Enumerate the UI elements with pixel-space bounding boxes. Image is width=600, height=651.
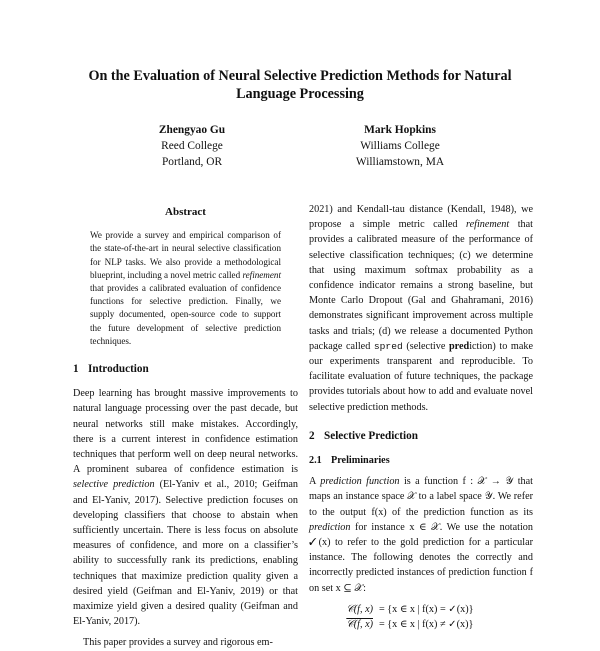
author-location: Williamstown, MA [355, 156, 445, 168]
author-location: Portland, OR [161, 156, 223, 168]
section-heading-introduction: 1 Introduction [73, 363, 149, 376]
equation-incorrect: 𝒞(f, x) = {x ∈ x | f(x) ≠ ✓(x)} [346, 618, 474, 630]
intro-paragraph-2: This paper provides a survey and rigorous em- [83, 637, 273, 649]
equation-block [309, 602, 533, 632]
equation-correct: 𝒞(f, x) = {x ∈ x | f(x) = ✓(x)} [346, 603, 474, 615]
package-name: spred [373, 340, 403, 352]
section-heading-selective-prediction: 2 Selective Prediction [309, 429, 418, 442]
subsection-heading-preliminaries: 2.1 Preliminaries [309, 455, 390, 467]
author-name: Mark Hopkins [364, 124, 436, 136]
author-block-1 [92, 122, 292, 170]
intro-paragraph: Deep learning has brought massive improvements to natural language processing over the past decade, but neural networks still make mistakes. Accordingly, there is a current interest in confidence estimation techniques that perform well on deep neural networks. A prominent subarea of confidence estimation is selective prediction (El-Yaniv et al., 2010; Geifman and El-Yaniv, 2017). Selective prediction focuses on developing classifiers that choose to abstain when sufficiently uncertain. There is less focus on absolute measures of confidence, and more on a classifier’s ability to successfully rank its predictions, enabling techniques that maximize prediction quality given a desired yield (Geifman and El-Yaniv, 2019) or that maximize yield given a desired quality (Geifman and El-Yaniv, 2017). [73, 388, 299, 628]
author-block-2 [300, 122, 500, 170]
left-column [73, 202, 298, 651]
author-name: Zhengyao Gu [158, 124, 226, 136]
preliminaries-paragraph: A prediction function is a function f : 𝒳 → 𝒴 that maps an instance space 𝒳 to a label space 𝒴. We refer to the output f(x) of the prediction function as its prediction for instance x ∈ 𝒳. We use the notation ✓(x) to refer to the gold prediction for a particular instance. The following denotes the correctly and incorrectly predicted instances of prediction function f on set x ⊆ 𝒳: [309, 476, 534, 594]
paper-title: On the Evaluation of Neural Selective Prediction Methods for Natural Language Processing [88, 68, 512, 102]
author-affiliation: Reed College [161, 140, 223, 152]
abstract-heading: Abstract [165, 206, 206, 218]
right-column [309, 202, 533, 632]
contributions-paragraph: 2021) and Kendall-tau distance (Kendall, 1948), we propose a simple metric called refinement that provides a calibrated measure of the performance of selective classification techniques; (c) we determine that using maximum softmax probability as a confidence indicator remains a strong baseline, but Monte Carlo Dropout (Gal and Ghahramani, 2016) demonstrates significant improvement across multiple tasks and trials; (d) we release a documented Python package called spred (selective prediction) to make our experiments transparent and reproducible. To facilitate evaluation of future techniques, the package provides tutorials about how to add and evaluate novel selective prediction methods. [309, 204, 534, 413]
author-affiliation: Williams College [360, 140, 440, 152]
abstract-emphasis: refinement [242, 269, 281, 280]
abstract-text: We provide a survey and empirical comparison of the state-of-the-art in neural selective classification for NLP tasks. We also provide a methodological blueprint, including a novel metric called refinement that provides a calibrated evaluation of confidence functions for selective prediction. Finally, we supply documented, open-source code to support the future development of selective prediction techniques. [90, 230, 281, 346]
